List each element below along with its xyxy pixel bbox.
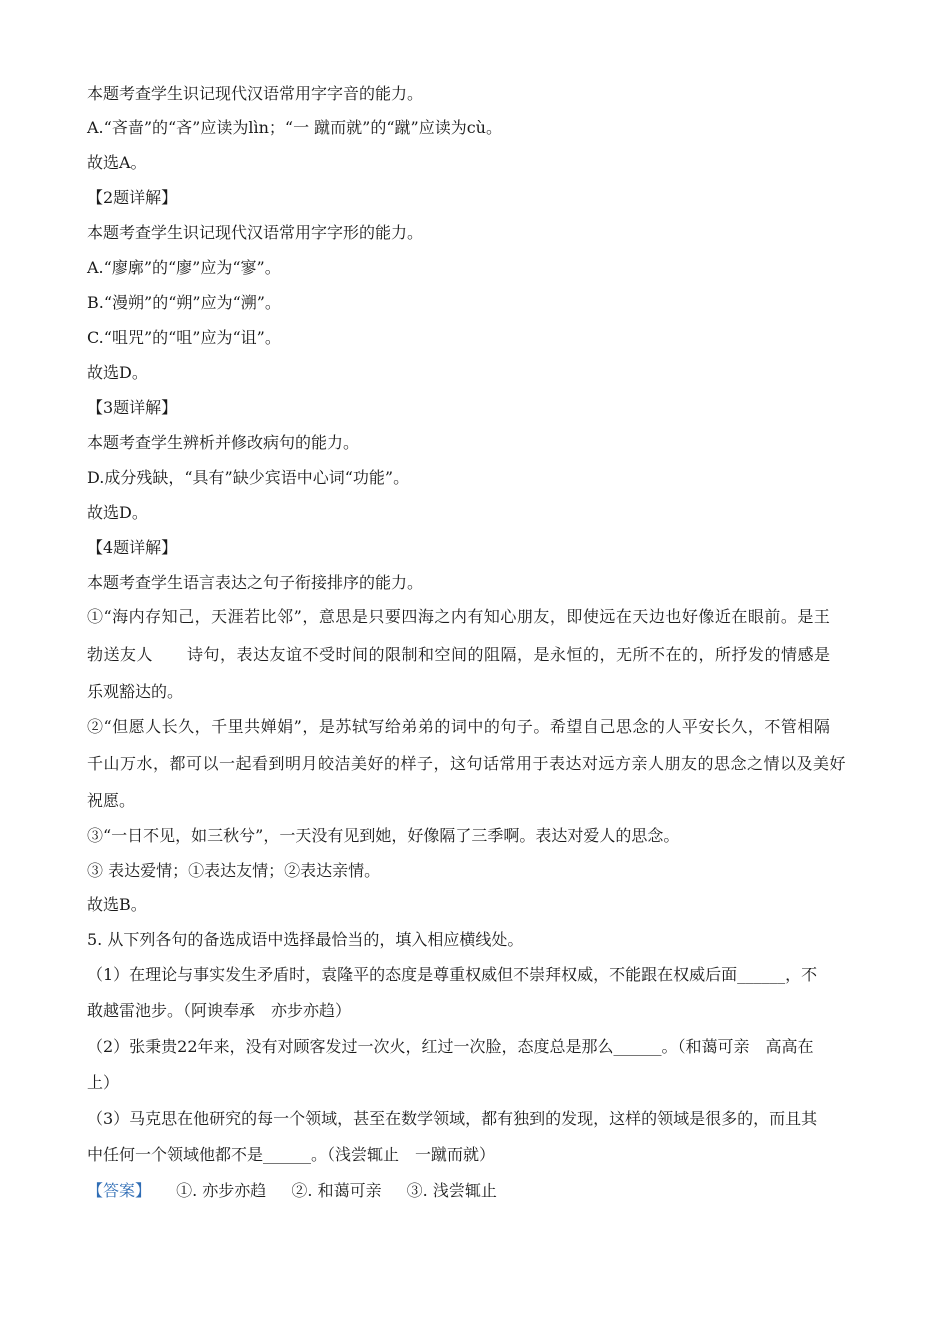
paragraph-line: 千山万水，都可以一起看到明月皎洁美好的样子，这句话常用于表达对远方亲人朋友的思念之情以及美好 bbox=[87, 754, 847, 773]
paragraph-line: 本题考查学生辨析并修改病句的能力。 bbox=[87, 433, 360, 452]
paragraph-line: B.“漫朔”的“朔”应为“溯”。 bbox=[87, 293, 281, 312]
paragraph-line: C.“咀咒”的“咀”应为“诅”。 bbox=[87, 328, 281, 347]
paragraph-line: （1）在理论与事实发生矛盾时，袁隆平的态度是尊重权威但不崇拜权威，不能跟在权威后面______，不 bbox=[87, 965, 818, 984]
section-heading: 【4题详解】 bbox=[87, 538, 178, 557]
paragraph-line: 故选B。 bbox=[87, 895, 147, 914]
paragraph-line: 故选A。 bbox=[87, 153, 147, 172]
paragraph-line: 本题考查学生语言表达之句子衔接排序的能力。 bbox=[87, 573, 424, 592]
paragraph-line: （2）张秉贵22年来，没有对顾客发过一次火，红过一次脸，态度总是那么______。（和蔼可亲 高高在 bbox=[87, 1037, 814, 1056]
text-span: 勃送友人 bbox=[87, 645, 154, 664]
paragraph-line: ②“但愿人长久，千里共婵娟”，是苏轼写给弟弟的词中的句子。希望自己思念的人平安长久，不管相隔 bbox=[87, 717, 831, 736]
answer-item: ②. 和蔼可亲 bbox=[291, 1181, 382, 1200]
paragraph-line: 中任何一个领域他都不是______。（浅尝辄止 一蹴而就） bbox=[87, 1145, 496, 1164]
paragraph-line bbox=[87, 645, 831, 665]
paragraph-line: 故选D。 bbox=[87, 503, 148, 522]
question-heading: 5. 从下列各句的备选成语中选择最恰当的，填入相应横线处。 bbox=[87, 930, 524, 949]
paragraph-line: A.“吝啬”的“吝”应读为lìn；“一 蹴而就”的“蹴”应读为cù。 bbox=[87, 118, 502, 137]
paragraph-line: 故选D。 bbox=[87, 363, 148, 382]
section-heading: 【3题详解】 bbox=[87, 398, 178, 417]
answer-item: ③. 浅尝辄止 bbox=[406, 1181, 497, 1200]
answer-line bbox=[87, 1181, 497, 1201]
paragraph-line: 祝愿。 bbox=[87, 791, 136, 810]
text-span: 诗句，表达友谊不受时间的限制和空间的阻隔，是永恒的，无所不在的，所抒发的情感是 bbox=[187, 645, 831, 664]
paragraph-line: D.成分残缺，“具有”缺少宾语中心词“功能”。 bbox=[87, 468, 410, 487]
paragraph-line: A.“廖廓”的“廖”应为“寥”。 bbox=[87, 258, 281, 277]
paragraph-line: （3）马克思在他研究的每一个领域，甚至在数学领域，都有独到的发现，这样的领域是很多的，而且其 bbox=[87, 1109, 818, 1128]
paragraph-line: ③ 表达爱情；①表达友情；②表达亲情。 bbox=[87, 861, 381, 880]
paragraph-line: 上） bbox=[87, 1073, 120, 1092]
paragraph-line: 敢越雷池步。（阿谀奉承 亦步亦趋） bbox=[87, 1001, 352, 1020]
answer-item: ①. 亦步亦趋 bbox=[176, 1181, 267, 1200]
paragraph-line: ③“一日不见，如三秋兮”，一天没有见到她，好像隔了三季啊。表达对爱人的思念。 bbox=[87, 826, 680, 845]
paragraph-line: 本题考查学生识记现代汉语常用字字形的能力。 bbox=[87, 223, 424, 242]
section-heading: 【2题详解】 bbox=[87, 188, 178, 207]
paragraph-line: 乐观豁达的。 bbox=[87, 682, 184, 701]
paragraph-line: ①“海内存知己，天涯若比邻”，意思是只要四海之内有知心朋友，即使远在天边也好像近在眼前。是王 bbox=[87, 607, 831, 626]
paragraph-line: 本题考查学生识记现代汉语常用字字音的能力。 bbox=[87, 84, 424, 103]
answer-tag: 【答案】 bbox=[87, 1181, 152, 1200]
